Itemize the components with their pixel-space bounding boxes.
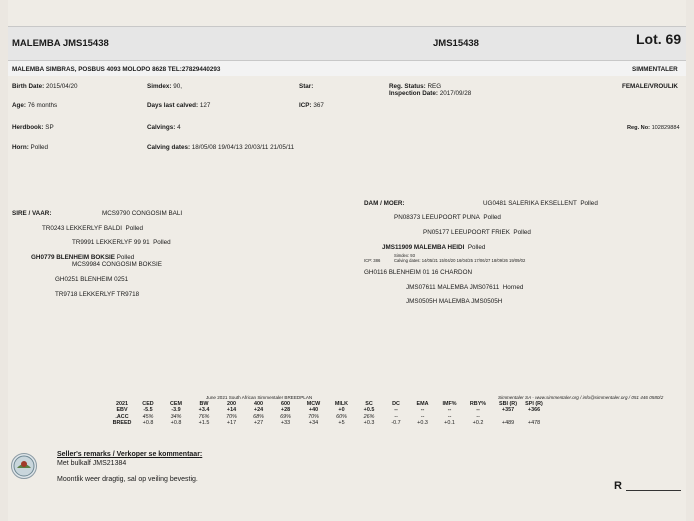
dam-dam-dam: JMS0505H MALEMBA JMS0505H	[406, 298, 503, 305]
ebv-cell: +3.4	[198, 407, 210, 414]
ebv-cell: +28	[280, 407, 291, 414]
ebv-cell: 600	[281, 401, 290, 407]
ebv-cell: SBI (R)	[499, 401, 517, 407]
ebv-cell: +40	[308, 407, 319, 414]
dam-simdex: Simdex: 93	[394, 253, 415, 258]
ebv-cell: 70%	[226, 413, 237, 420]
ebv-cell: MCW	[306, 401, 321, 407]
ebv-cell: +0	[338, 407, 345, 414]
icp: ICP: 367	[299, 102, 324, 109]
ebv-cell: CEM	[170, 401, 182, 407]
ebv-cell: EMA	[416, 401, 429, 407]
ebv-cell: +5	[338, 419, 345, 426]
calvings: Calvings: 4	[147, 124, 181, 131]
breed-label: SIMMENTALER	[632, 66, 678, 73]
ebv-cell: IMF%	[442, 401, 457, 407]
ebv-cell: MILK	[334, 401, 349, 407]
remarks-title: Seller's remarks / Verkoper se kommentaar:	[57, 451, 203, 458]
dam-calving-dates: Calving dates: 14/05/21 15/04/20 16/04/25 17/06/27 18/09/26 19/09/02	[394, 258, 526, 263]
ebv-cell: +24	[253, 407, 264, 414]
ebv-cell: 60%	[336, 413, 347, 420]
sire-sire-sire: TR9991 LEKKERLYF 99 91 Polled	[72, 239, 171, 246]
star-label: Star:	[299, 83, 314, 90]
lot-number: Lot. 69	[636, 31, 682, 47]
ebv-cell: 200	[227, 401, 236, 407]
ebv-cell: +0.8	[170, 419, 182, 426]
ebv-cell: 34%	[170, 413, 182, 420]
inspection-date: Inspection Date: 2017/09/28	[389, 90, 472, 97]
header-bar	[8, 26, 686, 61]
age: Age: 76 months	[12, 102, 58, 109]
ebv-cell: SC	[365, 401, 373, 407]
ebv-cell: +366	[527, 407, 541, 414]
ebv-cell: +489	[501, 419, 515, 426]
days-last-calved: Days last calved: 127	[147, 102, 211, 109]
ebv-cell: +33	[280, 419, 291, 426]
dam-sire-sire: PN08373 LEEUPOORT PUNA Polled	[394, 214, 501, 221]
ebv-cell: 69%	[280, 413, 291, 420]
animal-id: JMS15438	[433, 38, 479, 49]
ebv-cell: SPI (R)	[525, 401, 543, 407]
price-line[interactable]	[626, 490, 681, 491]
ebv-cell: EBV	[116, 407, 128, 414]
society-logo	[11, 453, 37, 479]
ebv-cell: RBY%	[469, 401, 487, 407]
ebv-cell: --	[476, 407, 480, 414]
herdbook: Herdbook: SP	[12, 124, 54, 131]
dam-sire: UG0481 SALERIKA EKSELLENT Polled	[483, 200, 598, 207]
sex-label: FEMALE/VROULIK	[622, 83, 678, 90]
ebv-cell: --	[447, 413, 452, 420]
calving-dates: Calving dates: 18/05/08 19/04/13 20/03/11 21/05/11	[147, 144, 295, 151]
ebv-cell: .ACC	[115, 413, 129, 420]
simdex: Simdex: 90,	[147, 83, 183, 90]
ebv-cell: +1.5	[198, 419, 210, 426]
ebv-cell: DC	[392, 401, 400, 407]
ebv-cell: +0.3	[363, 419, 375, 426]
ebv-cell: +0.2	[472, 419, 484, 426]
ebv-cell: -3.9	[171, 407, 181, 414]
ebv-cell: +0.1	[444, 419, 455, 426]
ebv-cell: 68%	[253, 413, 264, 420]
sire-sire: TR0243 LEKKERLYF BALDI Polled	[42, 225, 144, 232]
remarks-line-1: Met bulkalf JMS21384	[57, 460, 127, 467]
breed-avg-row	[110, 420, 545, 426]
ebv-cell: +0.3	[417, 419, 428, 426]
ebv-cell: 26%	[363, 413, 375, 420]
sire-dam-sire: MCS9984 CONGOSIM BOKSIE	[72, 261, 162, 268]
ebv-cell: 70%	[308, 413, 319, 420]
ebv-cell: +0.8	[142, 419, 154, 426]
ebv-cell: +478	[527, 419, 541, 426]
ebv-cell: --	[476, 413, 480, 420]
ebv-cell: BREED	[112, 419, 132, 426]
ebv-cell: -5.5	[143, 407, 153, 414]
horn: Horn: Polled	[12, 144, 49, 151]
price-label: R	[614, 480, 622, 492]
breeder-line: MALEMBA SIMBRAS, POSBUS 4093 MOLOPO 8628 TEL:27829440293	[12, 66, 221, 73]
birth-date: Birth Date: 2015/04/20	[12, 83, 78, 90]
dam-icp: ICP: 386	[364, 258, 381, 263]
ebv-cell: --	[420, 407, 425, 414]
dam-sire-dam: PN05177 LEEUPOORT FRIEK Polled	[423, 229, 531, 236]
breedplan-credit: Simmentaler SA - www.simmentaler.org / info@simmentaler.org / 051 446 0580/2	[498, 395, 664, 400]
ebv-cell: 2021	[116, 401, 128, 407]
sire-name: MCS9790 CONGOSIM BALI	[102, 210, 183, 217]
reg-no: Reg. No: 102829884	[627, 125, 680, 131]
ebv-cell: --	[447, 407, 452, 414]
ebv-cell: CED	[142, 401, 154, 407]
ebv-cell: +27	[253, 419, 264, 426]
sire-label: SIRE / VAAR:	[12, 210, 52, 217]
ebv-cell: +357	[501, 407, 515, 414]
animal-title: MALEMBA JMS15438	[12, 38, 109, 49]
sire-dam-dam-dam: TR9718 LEKKERLYF TR9718	[55, 291, 140, 298]
sire-dam-dam: GH0251 BLENHEIM 0251	[55, 276, 129, 283]
remarks-line-2: Moontlik weer dragtig, sal op veiling bevestig.	[57, 476, 198, 483]
ebv-cell: +17	[226, 419, 237, 426]
ebv-cell: +0.5	[363, 407, 375, 414]
ebv-cell: BW	[199, 401, 209, 407]
ebv-cell: 45%	[142, 413, 154, 420]
breedplan-caption: June 2021 South African Simmentaler BREEDPLAN	[206, 395, 313, 400]
dam-name: JMS11909 MALEMBA HEIDI Polled	[382, 244, 486, 251]
reg-status: Reg. Status: REG	[389, 83, 442, 90]
ebv-cell: -0.7	[391, 419, 401, 426]
ebv-cell: 400	[254, 401, 263, 407]
ebv-cell: --	[394, 407, 398, 414]
ebv-cell: 76%	[198, 413, 210, 420]
ebv-cell: +34	[308, 419, 319, 426]
ebv-table	[110, 401, 545, 426]
dam-dam-sire: GH0116 BLENHEIM 01 16 CHARDON	[364, 269, 473, 276]
dam-dam-sire-2: JMS07611 MALEMBA JMS07611 Horned	[406, 284, 524, 291]
ebv-cell: --	[394, 413, 398, 420]
sire-dam: GH0779 BLENHEIM BOKSIE Polled	[31, 254, 135, 261]
dam-label: DAM / MOER:	[364, 200, 405, 207]
ebv-cell: --	[420, 413, 425, 420]
ebv-cell: +14	[226, 407, 237, 414]
